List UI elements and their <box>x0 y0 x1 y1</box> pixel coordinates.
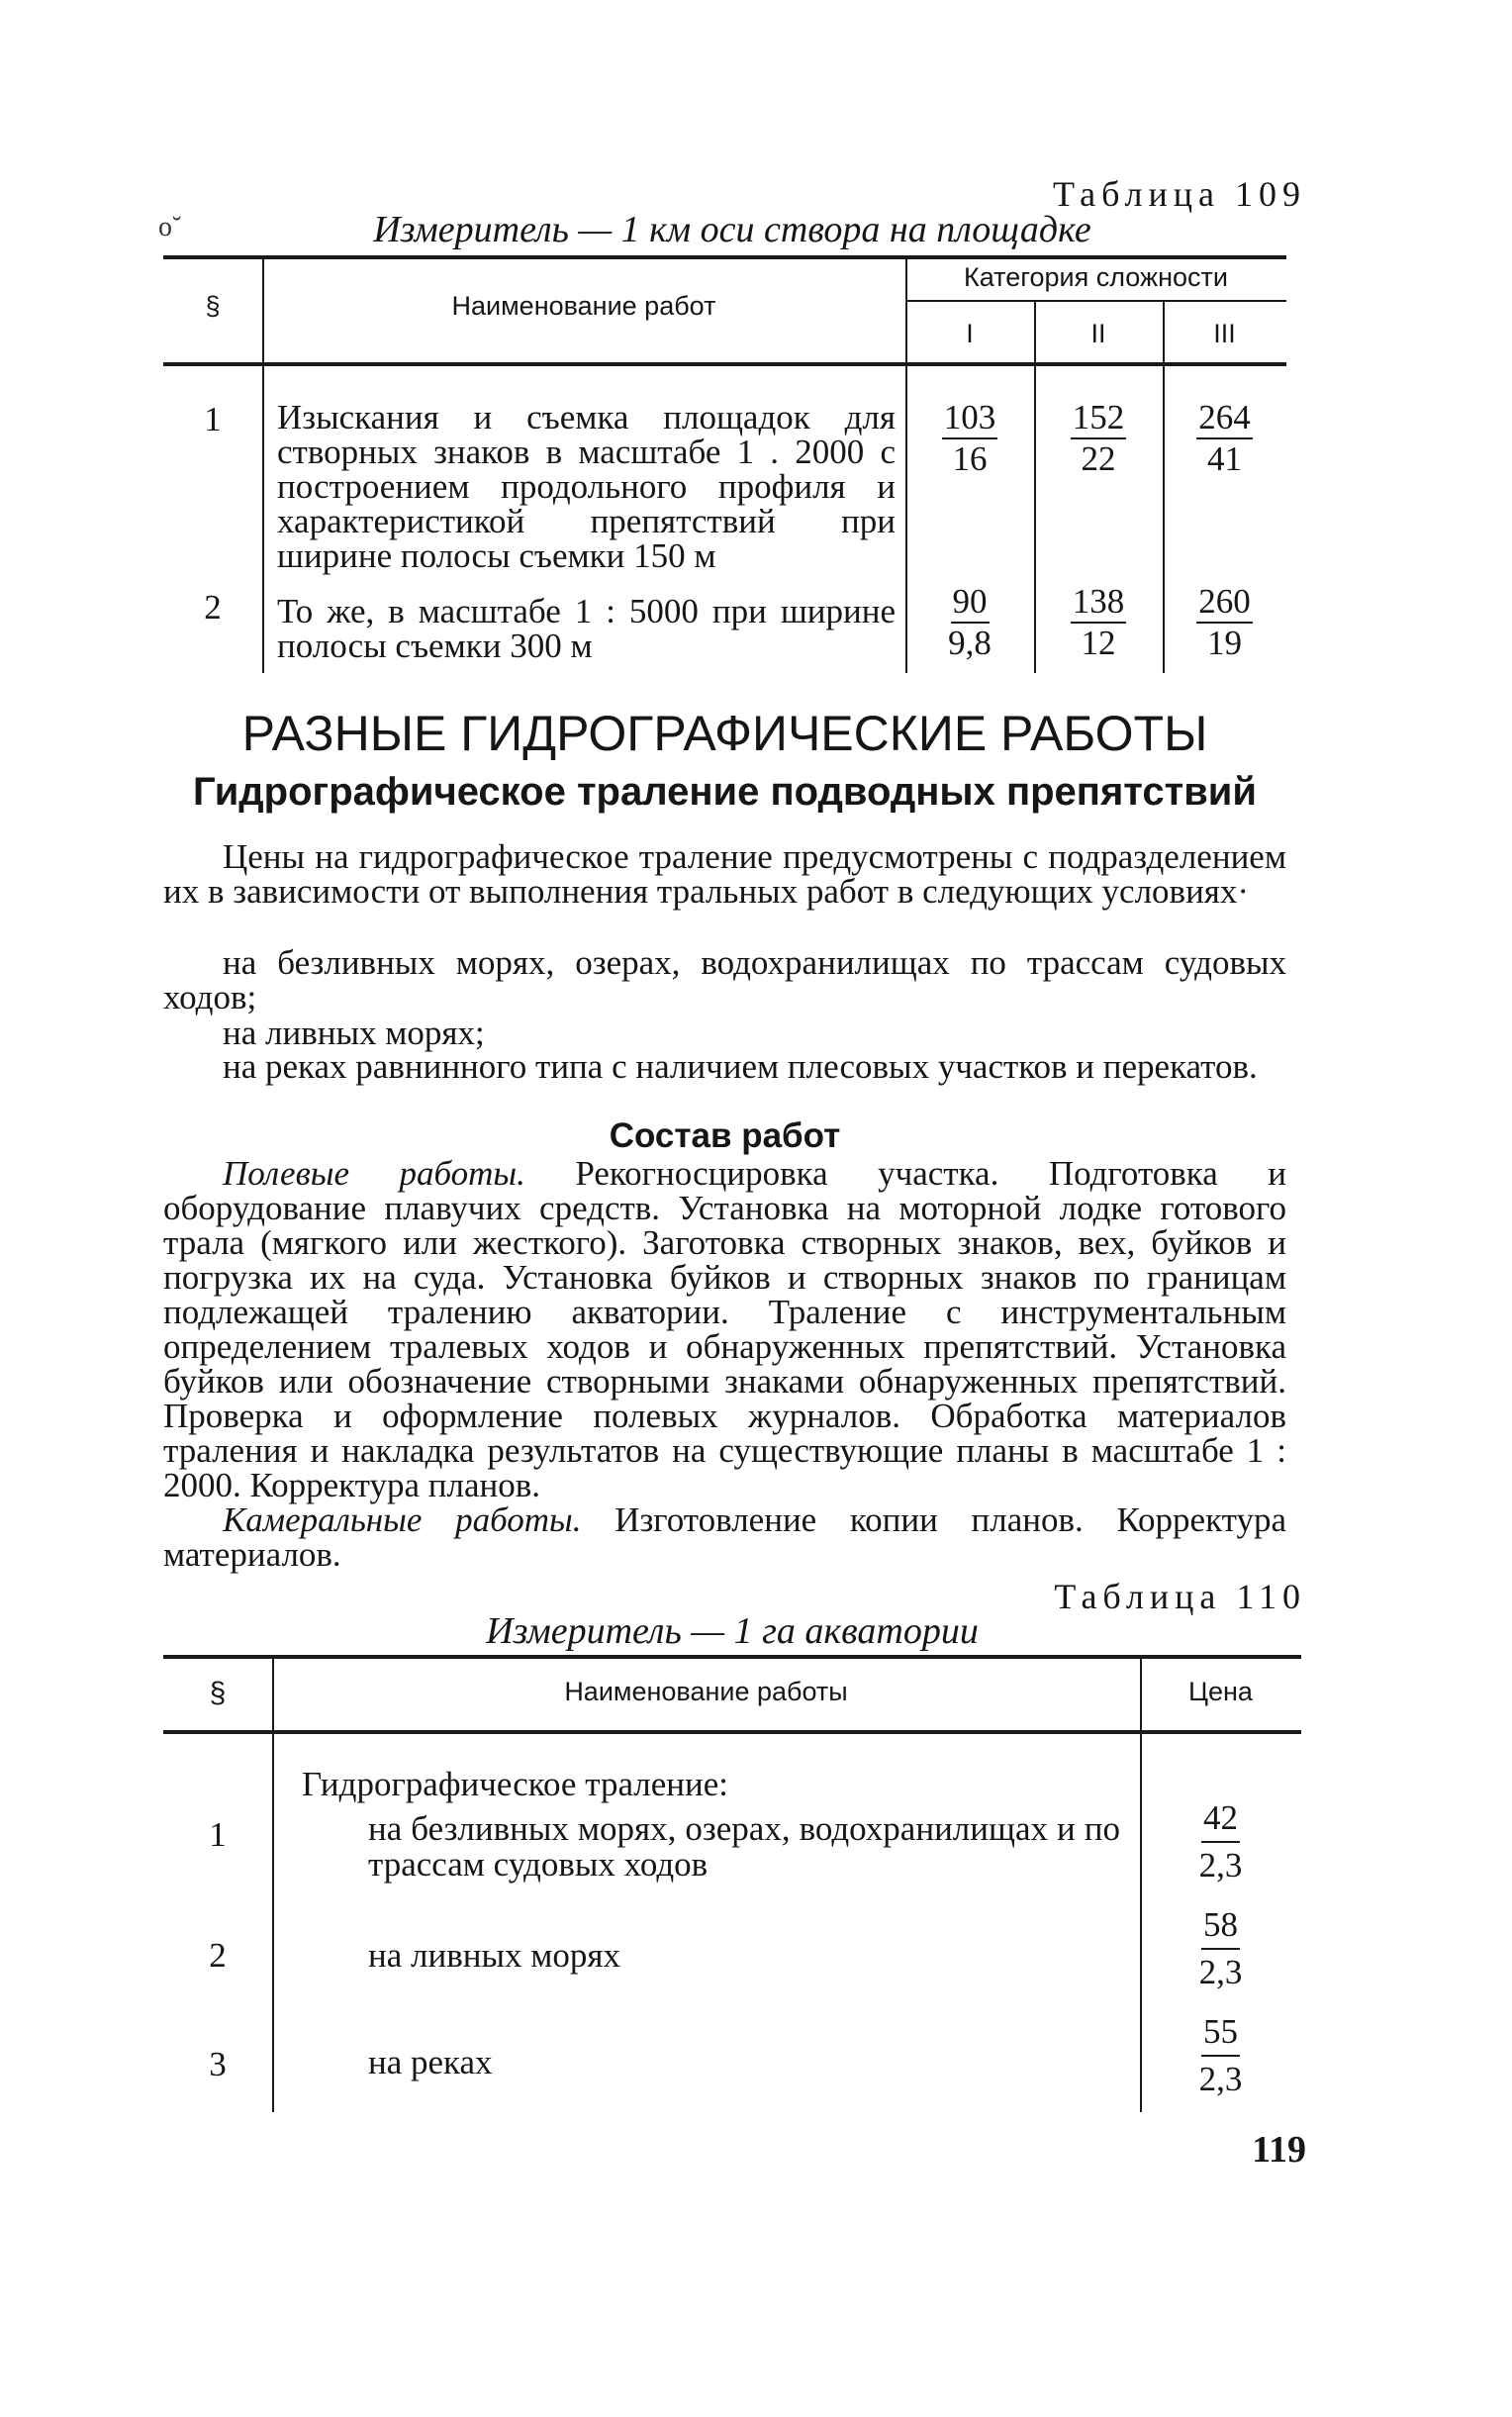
page-number: 119 <box>1252 2129 1306 2171</box>
office-works-paragraph <box>163 1502 1286 1572</box>
table-109-caption: Таблица 109 <box>1053 174 1306 214</box>
table-110-vline-1 <box>272 1657 274 2112</box>
field-works-paragraph <box>163 1156 1286 1502</box>
fraction-denominator: 41 <box>1207 439 1242 478</box>
table-110-header-price: Цена <box>1188 1677 1253 1706</box>
table-109-row-2-cat-1 <box>905 582 1034 663</box>
intro-paragraph-2: на безливных морях, озерах, водохранилищах по трассам судовых ходов; <box>163 943 1286 1016</box>
table-109-row-1-cat-2 <box>1034 398 1163 479</box>
section-subtitle: Гидрографическое траление подводных препятствий <box>193 770 1257 814</box>
fraction-numerator: 152 <box>1071 398 1127 439</box>
fraction-denominator: 12 <box>1081 624 1116 662</box>
table-109-header-cat-2: II <box>1090 319 1106 348</box>
intro-paragraph-1: Цены на гидрографическое траление предусмотрены с подразделением их в зависимости от выполнения тральных работ в следующих условиях· <box>163 837 1286 911</box>
fraction-denominator: 22 <box>1081 439 1116 478</box>
table-109-row-2-cat-2 <box>1034 582 1163 663</box>
fraction-denominator: 2,3 <box>1198 1953 1243 1991</box>
fraction-numerator: 260 <box>1196 582 1253 624</box>
fraction-denominator: 2,3 <box>1198 2060 1243 2098</box>
table-110-row-2-name: на ливных морях <box>368 1936 620 1975</box>
fraction-denominator: 2,3 <box>1198 1846 1243 1885</box>
table-109-header-rule <box>163 362 1286 366</box>
fraction-numerator: 90 <box>951 582 990 624</box>
fraction-denominator: 19 <box>1207 624 1242 662</box>
fraction-numerator: 42 <box>1201 1795 1240 1843</box>
corner-mark: о˘ <box>158 212 182 242</box>
table-110-caption: Таблица 110 <box>1054 1577 1306 1616</box>
table-110-row-3-price <box>1140 2009 1301 2102</box>
intro-paragraph-3: на ливных морях; <box>223 1014 485 1052</box>
table-109-row-1-num: 1 <box>204 400 222 438</box>
table-110-row-3-num: 3 <box>209 2045 227 2083</box>
table-109-row-2-cat-3 <box>1163 582 1286 663</box>
table-110-row-1-num: 1 <box>209 1815 227 1854</box>
table-109-header-name: Наименование работ <box>451 291 716 321</box>
table-110-top-rule <box>163 1655 1301 1659</box>
field-works-label: Полевые работы. <box>223 1154 525 1193</box>
table-109-header-cat-3: III <box>1213 319 1236 348</box>
table-109-header-cat-1: I <box>966 319 974 348</box>
table-109-row-1-cat-3 <box>1163 398 1286 479</box>
intro-paragraph-4: на реках равнинного типа с наличием плесовых участков и перекатов. <box>223 1047 1258 1086</box>
office-works-label: Камеральные работы. <box>223 1500 582 1539</box>
table-109-row-1-name: Изыскания и съемка площадок для створных знаков в масштабе 1 . 2000 с построением продольного профиля и характеристикой препятствий при ширине полосы съемки 150 м <box>277 398 896 575</box>
fraction-numerator: 264 <box>1196 398 1253 439</box>
composition-title: Состав работ <box>609 1116 841 1155</box>
section-title: РАЗНЫЕ ГИДРОГРАФИЧЕСКИЕ РАБОТЫ <box>241 706 1208 761</box>
table-109-top-rule <box>163 255 1286 259</box>
fraction-numerator: 58 <box>1201 1902 1240 1950</box>
fraction-numerator: 55 <box>1201 2009 1240 2057</box>
table-110-header-section: § <box>209 1677 227 1709</box>
fraction-numerator: 138 <box>1071 582 1127 624</box>
table-110-row-1-price <box>1140 1795 1301 1888</box>
table-110-measure: Измеритель — 1 га акватории <box>486 1610 979 1652</box>
table-109-header-section: § <box>205 291 221 321</box>
table-109-row-2-name: То же, в масштабе 1 : 5000 при ширине полосы съемки 300 м <box>277 592 896 665</box>
table-110-row-1-name: на безливных морях, озерах, водохранилищах и по трассам судовых ходов <box>368 1809 1120 1884</box>
table-110-row-2-price <box>1140 1902 1301 1995</box>
table-109-header-category: Категория сложности <box>964 262 1228 292</box>
fraction-denominator: 16 <box>952 439 988 478</box>
table-110-row-2-num: 2 <box>209 1936 227 1975</box>
table-110-header-rule <box>163 1730 1301 1734</box>
table-110-row-3-name: на реках <box>368 2043 493 2081</box>
table-110-group-label: Гидрографическое траление: <box>302 1765 729 1803</box>
office-works-text: Изготовление копии планов. Корректура материалов. <box>163 1500 1287 1574</box>
table-109-category-rule <box>905 300 1286 302</box>
table-109-row-1-cat-1 <box>905 398 1034 479</box>
table-109-measure: Измеритель — 1 км оси створа на площадке <box>373 209 1091 250</box>
table-109-row-2-num: 2 <box>204 588 222 627</box>
fraction-denominator: 9,8 <box>948 624 992 662</box>
table-110-header-name: Наименование работы <box>564 1677 848 1706</box>
field-works-text: Рекогносцировка участка. Подготовка и оборудование плавучих средств. Установка на моторной лодке готового трала (мягкого или жесткого). Заготовка створных знаков, вех, буйков и погрузка их на суда. Установка буйков и створных знаков по границам подлежащей тралению акватории. Траление с инструментальным определением тралевых ходов и обнаруженных препятствий. Установка буйков или обозначение створными знаками обнаруженных препятствий. Проверка и оформление полевых журналов. Обработка материалов траления и накладка результатов на существующие планы в масштабе 1 : 2000. Корректура планов. <box>163 1154 1287 1504</box>
fraction-numerator: 103 <box>942 398 998 439</box>
